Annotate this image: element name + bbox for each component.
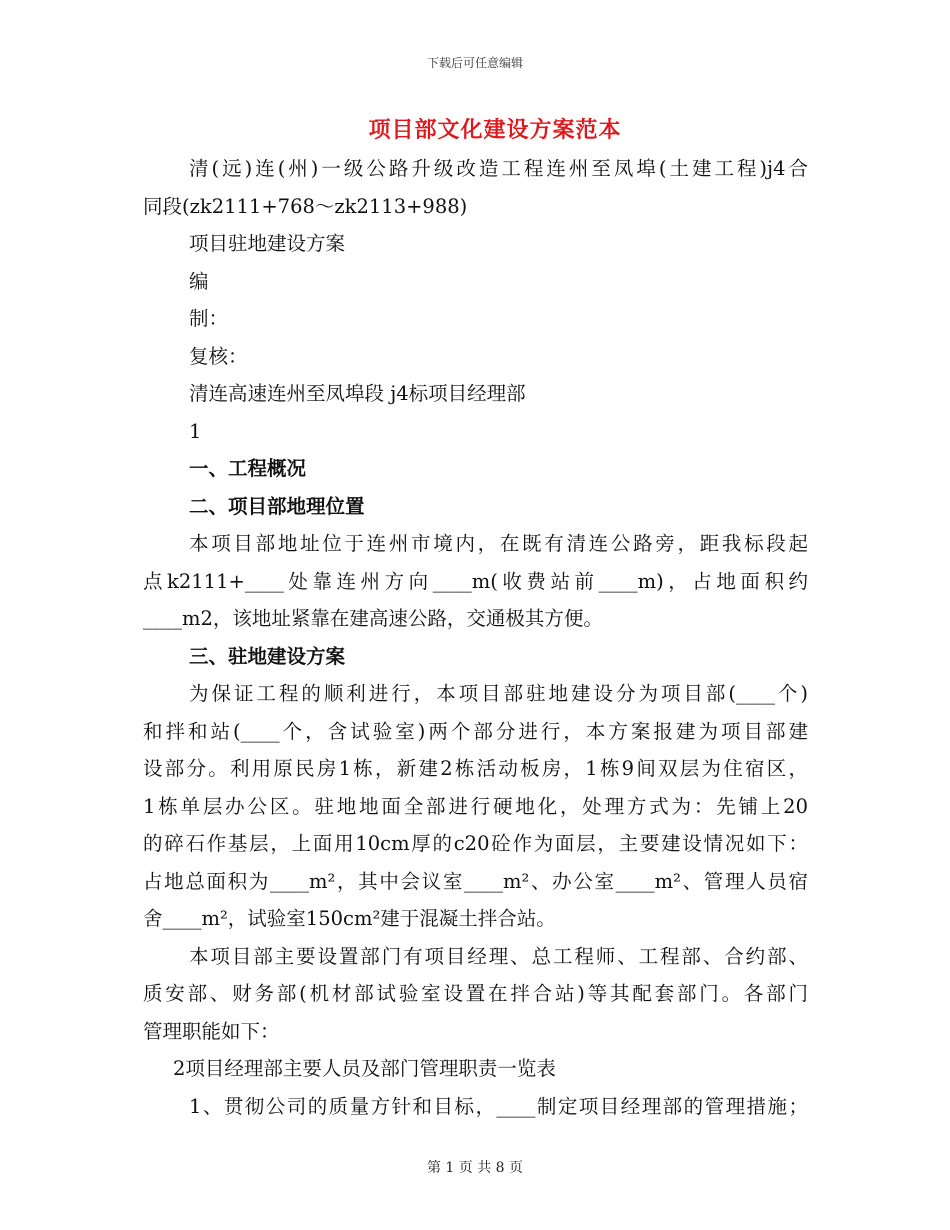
paragraph-line: 质安部、财务部(机材部试验室设置在拌合站)等其配套部门。各部门	[143, 982, 808, 1005]
section-heading: 三、驻地建设方案	[189, 644, 346, 668]
document-title: 项目部文化建设方案范本	[368, 117, 622, 143]
paragraph-line: 和拌和站(____个，含试验室)两个部分进行，本方案报建为项目部建	[143, 719, 808, 743]
section-heading: 一、工程概况	[189, 457, 307, 480]
section-label: 编	[189, 269, 209, 293]
document-body	[143, 150, 808, 1125]
paragraph-line: 同段(zk2111+768～zk2113+988)	[143, 194, 468, 218]
paragraph-line: 本项目部主要设置部门有项目经理、总工程师、工程部、合约部、	[189, 944, 808, 968]
paragraph-line: 为保证工程的顺利进行，本项目部驻地建设分为项目部(____个)	[189, 682, 808, 705]
paragraph-line: 占地总面积为____m²，其中会议室____m²、办公室____m²、管理人员宿	[143, 869, 808, 893]
section-heading: 二、项目部地理位置	[189, 494, 365, 518]
header-note: 下载后可任意编辑	[426, 56, 523, 70]
page-number-text: 1	[189, 419, 202, 443]
paragraph-line: 清(远)连(州)一级公路升级改造工程连州至凤埠(土建工程)j4合	[189, 157, 808, 180]
paragraph-line: 本项目部地址位于连州市境内，在既有清连公路旁，距我标段起	[189, 532, 808, 555]
paragraph-line: 设部分。利用原民房1栋，新建2栋活动板房，1栋9间双层为住宿区，	[143, 757, 808, 780]
section-label: 制：	[189, 307, 229, 330]
paragraph-line: 管理职能如下：	[143, 1019, 280, 1043]
paragraph-line: 舍____m²，试验室150cm²建于混凝土拌合站。	[143, 907, 556, 930]
paragraph-line: 1、贯彻公司的质量方针和目标，____制定项目经理部的管理措施；	[189, 1094, 808, 1118]
paragraph-line: 1栋单层办公区。驻地地面全部进行硬地化，处理方式为：先铺上20	[143, 794, 808, 818]
section-label: 清连高速连州至凤埠段 j4标项目经理部	[189, 382, 526, 405]
section-label: 复核：	[189, 344, 248, 368]
paragraph-line: ____m2，该地址紧靠在建高速公路，交通极其方便。	[143, 607, 603, 630]
section-label: 项目驻地建设方案	[189, 232, 346, 255]
page-footer: 第 1 页 共 8 页	[426, 1160, 524, 1176]
paragraph-line: 点k2111+____处靠连州方向____m(收费站前____m)，占地面积约	[143, 569, 808, 593]
paragraph-line: 的碎石作基层，上面用10cm厚的c20砼作为面层，主要建设情况如下：	[143, 832, 808, 855]
table-caption: 2项目经理部主要人员及部门管理职责一览表	[173, 1057, 556, 1080]
